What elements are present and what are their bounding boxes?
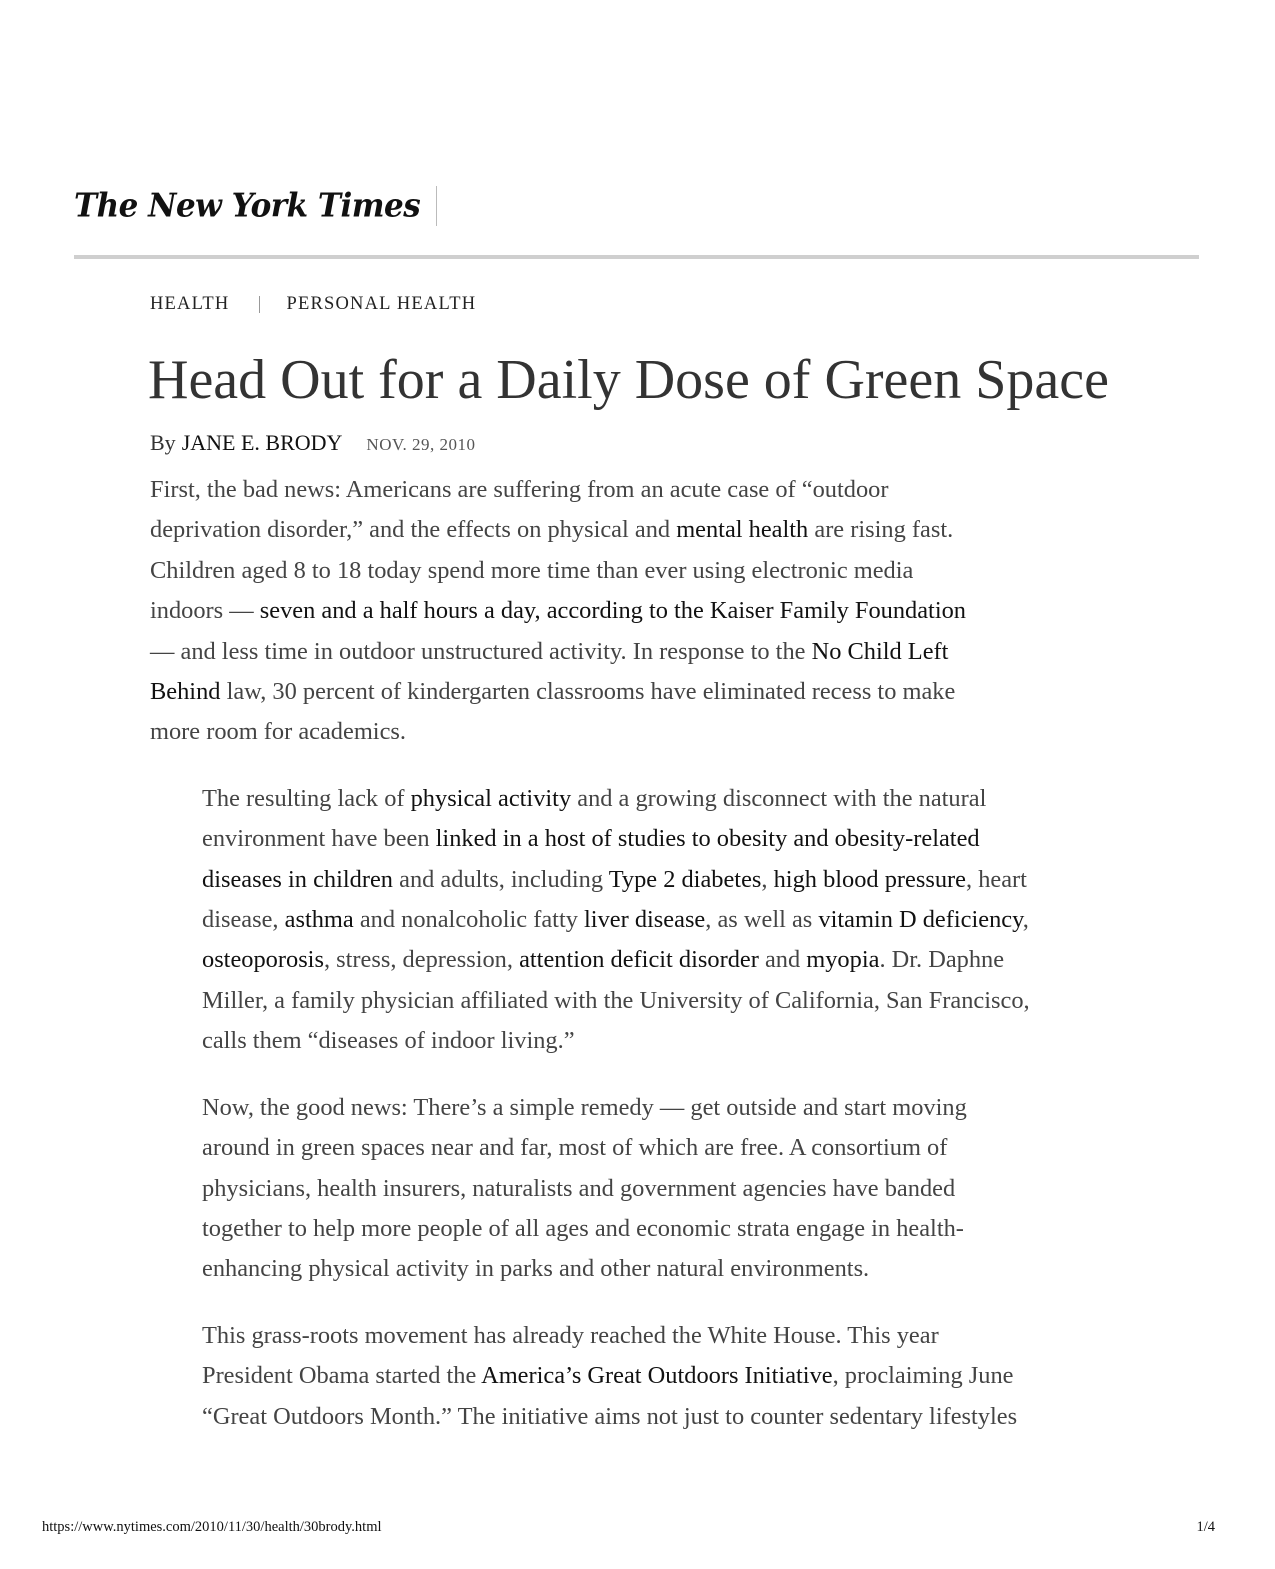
text-line: deprivation disorder,” and the effects on physical and mental health are rising fast. xyxy=(150,516,954,544)
section-kicker xyxy=(150,294,476,315)
header-rule xyxy=(74,255,1199,259)
publish-date: NOV. 29, 2010 xyxy=(366,435,476,454)
link-obesity-studies[interactable]: linked in a host of studies to obesity and obesity-related xyxy=(435,825,980,853)
text-line: diseases in children and adults, including Type 2 diabetes, high blood pressure, heart xyxy=(202,865,1027,893)
article-body xyxy=(150,470,1150,1437)
text-line: President Obama started the America’s Great Outdoors Initiative, proclaiming June xyxy=(202,1362,1014,1390)
nyt-logo[interactable]: The New York Times xyxy=(74,187,421,225)
text-line: Children aged 8 to 18 today spend more time than ever using electronic media xyxy=(150,556,914,584)
link-liver-disease[interactable]: liver disease xyxy=(584,906,706,934)
link-asthma[interactable]: asthma xyxy=(284,906,354,934)
link-type-2-diabetes[interactable]: Type 2 diabetes xyxy=(608,865,762,893)
byline xyxy=(150,430,476,456)
paragraph xyxy=(150,470,1150,753)
text-line: — and less time in outdoor unstructured activity. In response to the No Child Left xyxy=(150,637,949,665)
link-behind[interactable]: Behind xyxy=(150,678,221,706)
text-line: Behind law, 30 percent of kindergarten classrooms have eliminated recess to make xyxy=(150,678,956,706)
author-link[interactable]: JANE E. BRODY xyxy=(181,430,343,455)
text-line: calls them “diseases of indoor living.” xyxy=(202,1027,575,1055)
link-osteoporosis[interactable]: osteoporosis xyxy=(202,946,324,974)
masthead-divider xyxy=(436,186,437,226)
byline-prefix: By xyxy=(150,430,176,455)
link-vitamin-d-deficiency[interactable]: vitamin D deficiency xyxy=(818,906,1023,934)
article-headline: Head Out for a Daily Dose of Green Space xyxy=(148,349,1109,411)
text-line: more room for academics. xyxy=(150,718,406,746)
text-line: indoors — seven and a half hours a day, according to the Kaiser Family Foundation xyxy=(150,597,966,625)
link-kaiser-study[interactable]: seven and a half hours a day, according to the Kaiser Family Foundation xyxy=(259,597,966,625)
link-physical-activity[interactable]: physical activity xyxy=(410,784,572,812)
section-link-health[interactable]: HEALTH xyxy=(150,294,230,314)
link-myopia[interactable]: myopia xyxy=(806,946,880,974)
link-no-child-left[interactable]: No Child Left xyxy=(811,637,949,665)
page-number: 1/4 xyxy=(1196,1519,1215,1535)
text-line: environment have been linked in a host of studies to obesity and obesity-related xyxy=(202,825,980,853)
text-line: enhancing physical activity in parks and other natural environments. xyxy=(202,1255,870,1283)
text-line: osteoporosis, stress, depression, attention deficit disorder and myopia. Dr. Daphne xyxy=(202,946,1005,974)
link-high-blood-pressure[interactable]: high blood pressure xyxy=(773,865,966,893)
paragraph: Now, the good news: There’s a simple remedy — get outside and start moving around in green spaces near and far, most of which are free. A consortium of physicians, health insurers, naturalists and government agencies have banded together to help more people of all ages and economic strata engage in health- enhancing physical activity in parks and other natural environments. xyxy=(150,1088,1150,1290)
section-link-personal-health[interactable]: PERSONAL HEALTH xyxy=(286,294,477,314)
text-line: together to help more people of all ages and economic strata engage in health- xyxy=(202,1214,964,1242)
text-line: First, the bad news: Americans are suffering from an acute case of “outdoor xyxy=(150,476,889,503)
link-attention-deficit-disorder[interactable]: attention deficit disorder xyxy=(519,946,759,974)
kicker-divider xyxy=(259,296,260,313)
masthead xyxy=(74,186,437,226)
page-url: https://www.nytimes.com/2010/11/30/health/30brody.html xyxy=(42,1519,382,1535)
text-line: disease, asthma and nonalcoholic fatty liver disease, as well as vitamin D deficiency, xyxy=(202,906,1029,934)
text-line: physicians, health insurers, naturalists and government agencies have banded xyxy=(202,1174,956,1202)
link-diseases-in-children[interactable]: diseases in children xyxy=(202,865,394,893)
link-americas-great-outdoors[interactable]: America’s Great Outdoors Initiative xyxy=(481,1362,833,1390)
paragraph: The resulting lack of physical activity and a growing disconnect with the natural environment have been linked in a host of studies to obesity and obesity-related diseases in children and adults, including Type 2 diabetes, high blood pressure, heart disease, asthma and nonalcoholic fatty liver disease, as well as vitamin D deficiency, osteoporosis, stress, depression, attention deficit disorder and myopia. Dr. Daphne Miller, a family physician affiliated with the University of California, San Francisco, calls them “diseases of indoor living.” xyxy=(150,779,1150,1062)
text-line: “Great Outdoors Month.” The initiative aims not just to counter sedentary lifestyles xyxy=(202,1402,1018,1430)
link-mental-health[interactable]: mental health xyxy=(676,516,809,544)
text-line: Miller, a family physician affiliated with the University of California, San Francisco, xyxy=(202,986,1030,1014)
paragraph: This grass-roots movement has already reached the White House. This year President Obama started the America’s Great Outdoors Initiative, proclaiming June “Great Outdoors Month.” The initiative aims not just to counter sedentary lifestyles xyxy=(150,1316,1150,1437)
text-line: around in green spaces near and far, most of which are free. A consortium of xyxy=(202,1134,948,1162)
